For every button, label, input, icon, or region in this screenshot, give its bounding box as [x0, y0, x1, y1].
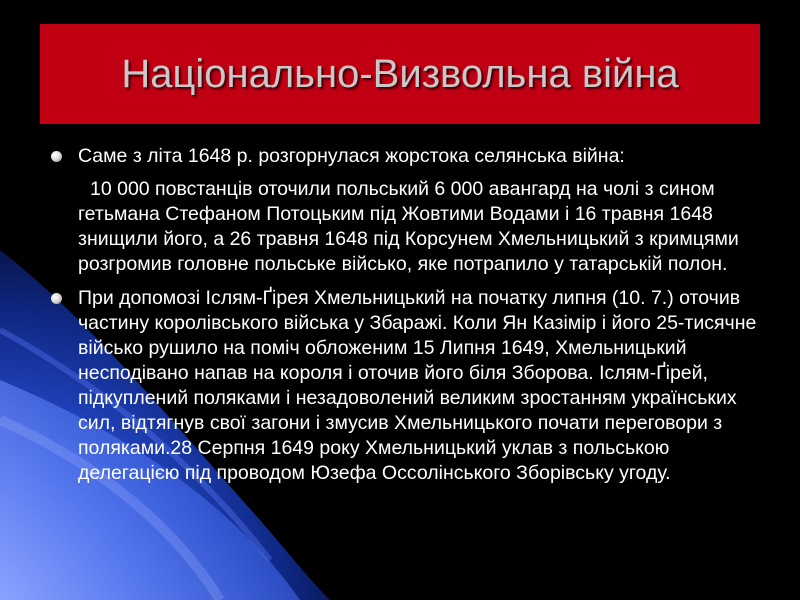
bullet-dot-icon [48, 144, 78, 169]
slide-content [48, 144, 760, 486]
continuation-paragraph: 10 000 повстанців оточили польський 6 000 авангард на чолі з сином гетьмана Стефаном Потоцьким під Жовтими Водами і 16 травня 1648 знищили його, а 26 травня 1648 під Корсунем Хмельницький з кримцями розгромив головне польське військо, яке потрапило у татарській полон. [78, 178, 739, 275]
title-bar [40, 24, 760, 124]
bullet-text: Саме з літа 1648 р. розгорнулася жорстока селянська війна: [78, 145, 625, 167]
bullet-dot-icon [48, 286, 78, 311]
bullet-item [48, 286, 760, 486]
bullet-text: При допомозі Іслям-Ґірея Хмельницький на початку липня (10. 7.) оточив частину королівського війська у Збаражі. Коли Ян Казімір і його 25-тисячне військо рушило на поміч обложеним 15 Липня 1649, Хмельницький несподівано напав на короля і оточив його біля Зборова. Іслям-Ґірей, підкуплений поляками і незадоволений великим зростанням українських сил, відтягнув свої загони і змусив Хмельницького почати переговори з поляками.28 Серпня 1649 року Хмельницький уклав з польською делегацією під проводом Юзефа Оссолінського Зборівську угоду. [78, 287, 757, 484]
bullet-item [48, 144, 760, 169]
slide-title: Національно-Визвольна війна [121, 51, 679, 96]
